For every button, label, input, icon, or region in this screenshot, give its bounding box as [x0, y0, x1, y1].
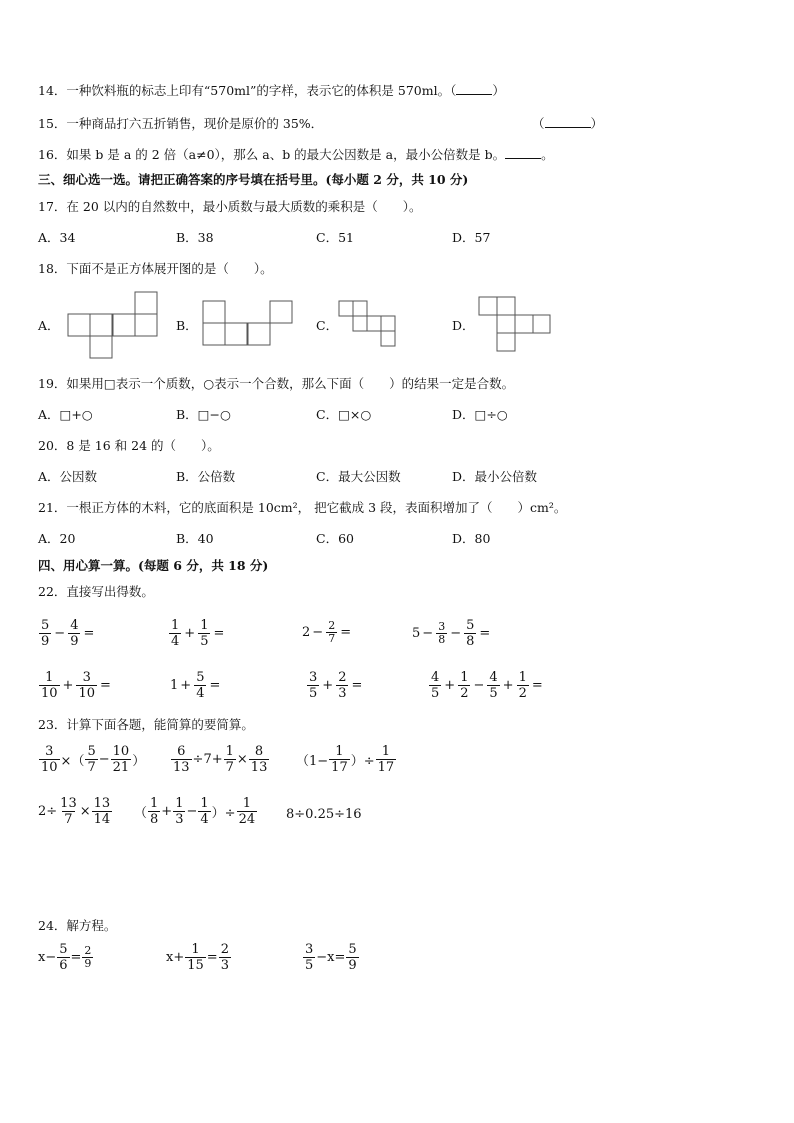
numerator: 1: [381, 744, 391, 759]
fraction: [517, 670, 529, 701]
whole-number: 2: [302, 625, 311, 640]
fraction: [198, 796, 210, 827]
fraction: [39, 744, 60, 775]
numerator: 1: [518, 670, 527, 685]
operator: −: [186, 804, 198, 819]
operator: −: [450, 626, 462, 641]
fraction: [68, 618, 80, 649]
question-24-text: 24．解方程。: [38, 918, 117, 933]
question-15-text: 15．一种商品打六五折销售，现价是原价的 35%．: [38, 116, 324, 131]
q18-option-b-label[interactable]: B．: [176, 318, 198, 333]
denominator: 8: [466, 634, 475, 649]
q22-item-4: [412, 618, 492, 649]
fraction: [169, 618, 181, 649]
q19-option-c[interactable]: C．□×○: [316, 407, 372, 422]
question-22-text: 22．直接写出得数。: [38, 584, 154, 599]
operator: −: [312, 625, 324, 640]
numerator: 1: [171, 618, 180, 633]
fraction: [111, 744, 132, 775]
denominator: 3: [175, 812, 184, 827]
section-3-header: 三、细心选一选。请把正确答案的序号填在括号里。(每小题 2 分，共 10 分): [38, 172, 469, 187]
numerator: 5: [466, 618, 475, 633]
numerator: 1: [200, 618, 209, 633]
denominator: 10: [41, 686, 58, 701]
operator: −: [473, 678, 485, 693]
denominator: 21: [112, 760, 130, 775]
numerator: 6: [177, 744, 186, 759]
q22-item-6: [170, 670, 222, 701]
numerator: 3: [438, 620, 446, 633]
numerator: 5: [348, 942, 357, 957]
question-21-text: 21．一根正方体的木料，它的底面积是 10cm²， 把它截成 3 段，表面积增加了（ ）cm²。: [38, 500, 567, 515]
operator: −: [54, 626, 66, 641]
q21-option-d[interactable]: D．80: [452, 531, 491, 546]
numerator: 1: [225, 744, 234, 759]
denominator: 24: [238, 812, 256, 827]
operator: −: [98, 752, 110, 767]
denominator: 9: [41, 634, 50, 649]
cube-net-b: [203, 301, 293, 347]
q18-option-d-label[interactable]: D．: [452, 318, 475, 333]
operator: ×: [236, 752, 248, 767]
operator: +: [62, 678, 74, 693]
fraction: [464, 618, 476, 649]
operator: −x=: [316, 950, 346, 965]
fraction: [307, 670, 319, 701]
question-16-text: 16．如果 b 是 a 的 2 倍（a≠0），那么 a、b 的最大公因数是 a，最小公倍数是 b。: [38, 147, 506, 162]
q23-expr-2: [170, 744, 270, 775]
equals: =: [351, 678, 363, 693]
operator: （1−: [296, 754, 329, 769]
denominator: 7: [328, 632, 336, 645]
denominator: 8: [438, 633, 446, 646]
numerator: 5: [59, 942, 68, 957]
fraction: [346, 942, 358, 973]
fraction: [148, 796, 160, 827]
q20-option-b[interactable]: B．公倍数: [176, 469, 236, 484]
denominator: 8: [150, 812, 159, 827]
operator: 2÷: [38, 804, 58, 819]
q21-option-b[interactable]: B．40: [176, 531, 214, 546]
numerator: 4: [489, 670, 498, 685]
denominator: 7: [87, 760, 96, 775]
denominator: 7: [64, 812, 73, 827]
q22-item-1: [38, 618, 96, 649]
question-20-text: 20．8 是 16 和 24 的（ ）。: [38, 438, 220, 453]
denominator: 9: [348, 958, 357, 973]
fraction: [39, 618, 51, 649]
question-16: [38, 146, 554, 164]
q19-option-d[interactable]: D．□÷○: [452, 407, 508, 422]
numerator: 5: [196, 670, 205, 685]
operator: ）÷: [350, 754, 375, 769]
denominator: 17: [331, 760, 348, 775]
fraction: [326, 620, 337, 645]
q22-item-7: [306, 670, 364, 701]
question-14-text: 14．一种饮料瓶的标志上印有“570ml”的字样，表示它的体积是 570ml。（: [38, 83, 457, 98]
q24-equation-2: [166, 942, 232, 973]
answer-blank-16[interactable]: [505, 146, 541, 159]
q23-expr-3: [296, 744, 397, 775]
fraction: [487, 670, 499, 701]
numerator: 8: [254, 744, 264, 759]
fraction: [376, 744, 397, 775]
operator: ）÷: [211, 806, 236, 821]
fraction: [57, 942, 69, 973]
numerator: 4: [431, 670, 440, 685]
numerator: 13: [60, 796, 77, 811]
q18-option-c-label[interactable]: C．: [316, 318, 339, 333]
denominator: 15: [187, 958, 204, 973]
fraction: [329, 744, 350, 775]
question-19-text: 19．如果用□表示一个质数，○表示一个合数，那么下面（ ）的结果一定是合数。: [38, 376, 515, 391]
denominator: 13: [250, 760, 268, 775]
operator: +: [502, 678, 514, 693]
numerator: 5: [87, 744, 96, 759]
whole-number: 5: [412, 626, 421, 641]
q22-item-5: [38, 670, 113, 701]
fraction: [194, 670, 206, 701]
paren: （: [134, 806, 148, 821]
question-15-open: （: [532, 116, 545, 131]
denominator: 5: [200, 634, 209, 649]
denominator: 2: [518, 686, 527, 701]
q17-option-a[interactable]: A．34: [38, 230, 76, 245]
question-14: [38, 82, 505, 100]
numerator: 2: [220, 942, 229, 957]
q19-option-a[interactable]: A．□+○: [38, 407, 93, 422]
fraction: [82, 945, 93, 970]
cube-net-d: [479, 297, 551, 353]
operator: ×（: [60, 754, 85, 769]
operator: +: [161, 804, 173, 819]
equals: =: [531, 678, 543, 693]
variable: x+: [166, 950, 185, 965]
operator: ×: [79, 804, 91, 819]
fraction: [39, 670, 60, 701]
denominator: 3: [338, 686, 347, 701]
fraction: [249, 744, 270, 775]
question-15-close: ）: [590, 116, 604, 131]
fraction: [224, 744, 236, 775]
numerator: 1: [150, 796, 159, 811]
denominator: 5: [431, 686, 440, 701]
equals: =: [206, 950, 218, 965]
numerator: 13: [93, 796, 111, 811]
equals: =: [479, 626, 491, 641]
fraction: [436, 621, 447, 646]
variable: x−: [38, 950, 57, 965]
equals: =: [340, 625, 352, 640]
denominator: 3: [220, 958, 229, 973]
denominator: 14: [93, 812, 111, 827]
operator: −: [422, 626, 434, 641]
denominator: 4: [196, 686, 205, 701]
fraction: [185, 942, 206, 973]
q20-option-c[interactable]: C．最大公因数: [316, 469, 401, 484]
operator: +: [180, 678, 192, 693]
denominator: 9: [84, 957, 92, 970]
denominator: 4: [200, 812, 209, 827]
denominator: 7: [225, 760, 234, 775]
question-18-text: 18．下面不是正方体展开图的是（ ）。: [38, 261, 273, 276]
q18-option-a-label[interactable]: A．: [38, 318, 60, 333]
question-17-text: 17．在 20 以内的自然数中，最小质数与最大质数的乘积是（ ）。: [38, 199, 422, 214]
whole-number: 1: [170, 678, 179, 693]
q24-equation-1: [38, 942, 94, 973]
denominator: 17: [377, 760, 395, 775]
q17-option-d[interactable]: D．57: [452, 230, 491, 245]
question-23-text: 23．计算下面各题，能简算的要简算。: [38, 717, 254, 732]
operator: +: [444, 678, 456, 693]
fraction: [173, 796, 185, 827]
numerator: 1: [191, 942, 200, 957]
denominator: 5: [305, 958, 314, 973]
denominator: 10: [78, 686, 95, 701]
numerator: 1: [460, 670, 469, 685]
fraction: [429, 670, 441, 701]
fraction: [237, 796, 258, 827]
q23-expr-6: 8÷0.25÷16: [286, 807, 362, 822]
numerator: 1: [335, 744, 344, 759]
numerator: 3: [45, 744, 54, 759]
q23-expr-4: [38, 796, 113, 827]
numerator: 10: [112, 744, 130, 759]
operator: +: [184, 626, 196, 641]
answer-blank-14[interactable]: [456, 82, 492, 95]
section-4-header: 四、用心算一算。(每题 6 分，共 18 分): [38, 558, 269, 573]
numerator: 3: [309, 670, 318, 685]
fraction: [458, 670, 470, 701]
question-16-end: 。: [541, 147, 554, 162]
denominator: 5: [489, 686, 498, 701]
numerator: 2: [338, 670, 347, 685]
fraction: [171, 744, 192, 775]
fraction: [219, 942, 231, 973]
equals: =: [70, 950, 82, 965]
denominator: 2: [460, 686, 469, 701]
numerator: 3: [82, 670, 91, 685]
cube-net-c: [339, 301, 399, 347]
denominator: 9: [70, 634, 79, 649]
equals: =: [83, 626, 95, 641]
q17-option-b[interactable]: B．38: [176, 230, 214, 245]
q22-item-3: [302, 620, 353, 645]
q20-option-d[interactable]: D．最小公倍数: [452, 469, 538, 484]
answer-blank-15[interactable]: [545, 115, 591, 128]
operator: +: [322, 678, 334, 693]
numerator: 4: [70, 618, 79, 633]
fraction: [85, 744, 97, 775]
equals: =: [100, 678, 111, 693]
fraction: [303, 942, 315, 973]
operator: ÷7+: [192, 752, 223, 767]
numerator: 5: [41, 618, 50, 633]
denominator: 10: [41, 760, 58, 775]
question-14-close: ）: [492, 83, 505, 98]
denominator: 5: [309, 686, 318, 701]
q19-option-b[interactable]: B．□−○: [176, 407, 231, 422]
denominator: 6: [59, 958, 68, 973]
denominator: 4: [171, 634, 180, 649]
fraction: [92, 796, 113, 827]
paren: ）: [132, 754, 146, 769]
equals: =: [213, 626, 225, 641]
q21-option-a[interactable]: A．20: [38, 531, 76, 546]
q23-expr-1: [38, 744, 145, 775]
numerator: 1: [45, 670, 54, 685]
numerator: 1: [200, 796, 209, 811]
q22-item-8: [428, 670, 545, 701]
question-15-answer: [532, 115, 603, 133]
q22-item-2: [168, 618, 226, 649]
q17-option-c[interactable]: C．51: [316, 230, 354, 245]
numerator: 2: [328, 619, 336, 632]
q24-equation-3: [302, 942, 360, 973]
fraction: [336, 670, 348, 701]
denominator: 13: [173, 760, 190, 775]
numerator: 3: [305, 942, 314, 957]
cube-net-a: [68, 292, 160, 358]
q21-option-c[interactable]: C．60: [316, 531, 354, 546]
q20-option-a[interactable]: A．公因数: [38, 469, 98, 484]
fraction: [198, 618, 210, 649]
numerator: 2: [84, 944, 92, 957]
numerator: 1: [175, 796, 184, 811]
equals: =: [209, 678, 221, 693]
q23-expr-5: [134, 796, 258, 827]
numerator: 1: [242, 796, 251, 811]
fraction: [76, 670, 97, 701]
question-15: [38, 115, 323, 133]
fraction: [58, 796, 79, 827]
